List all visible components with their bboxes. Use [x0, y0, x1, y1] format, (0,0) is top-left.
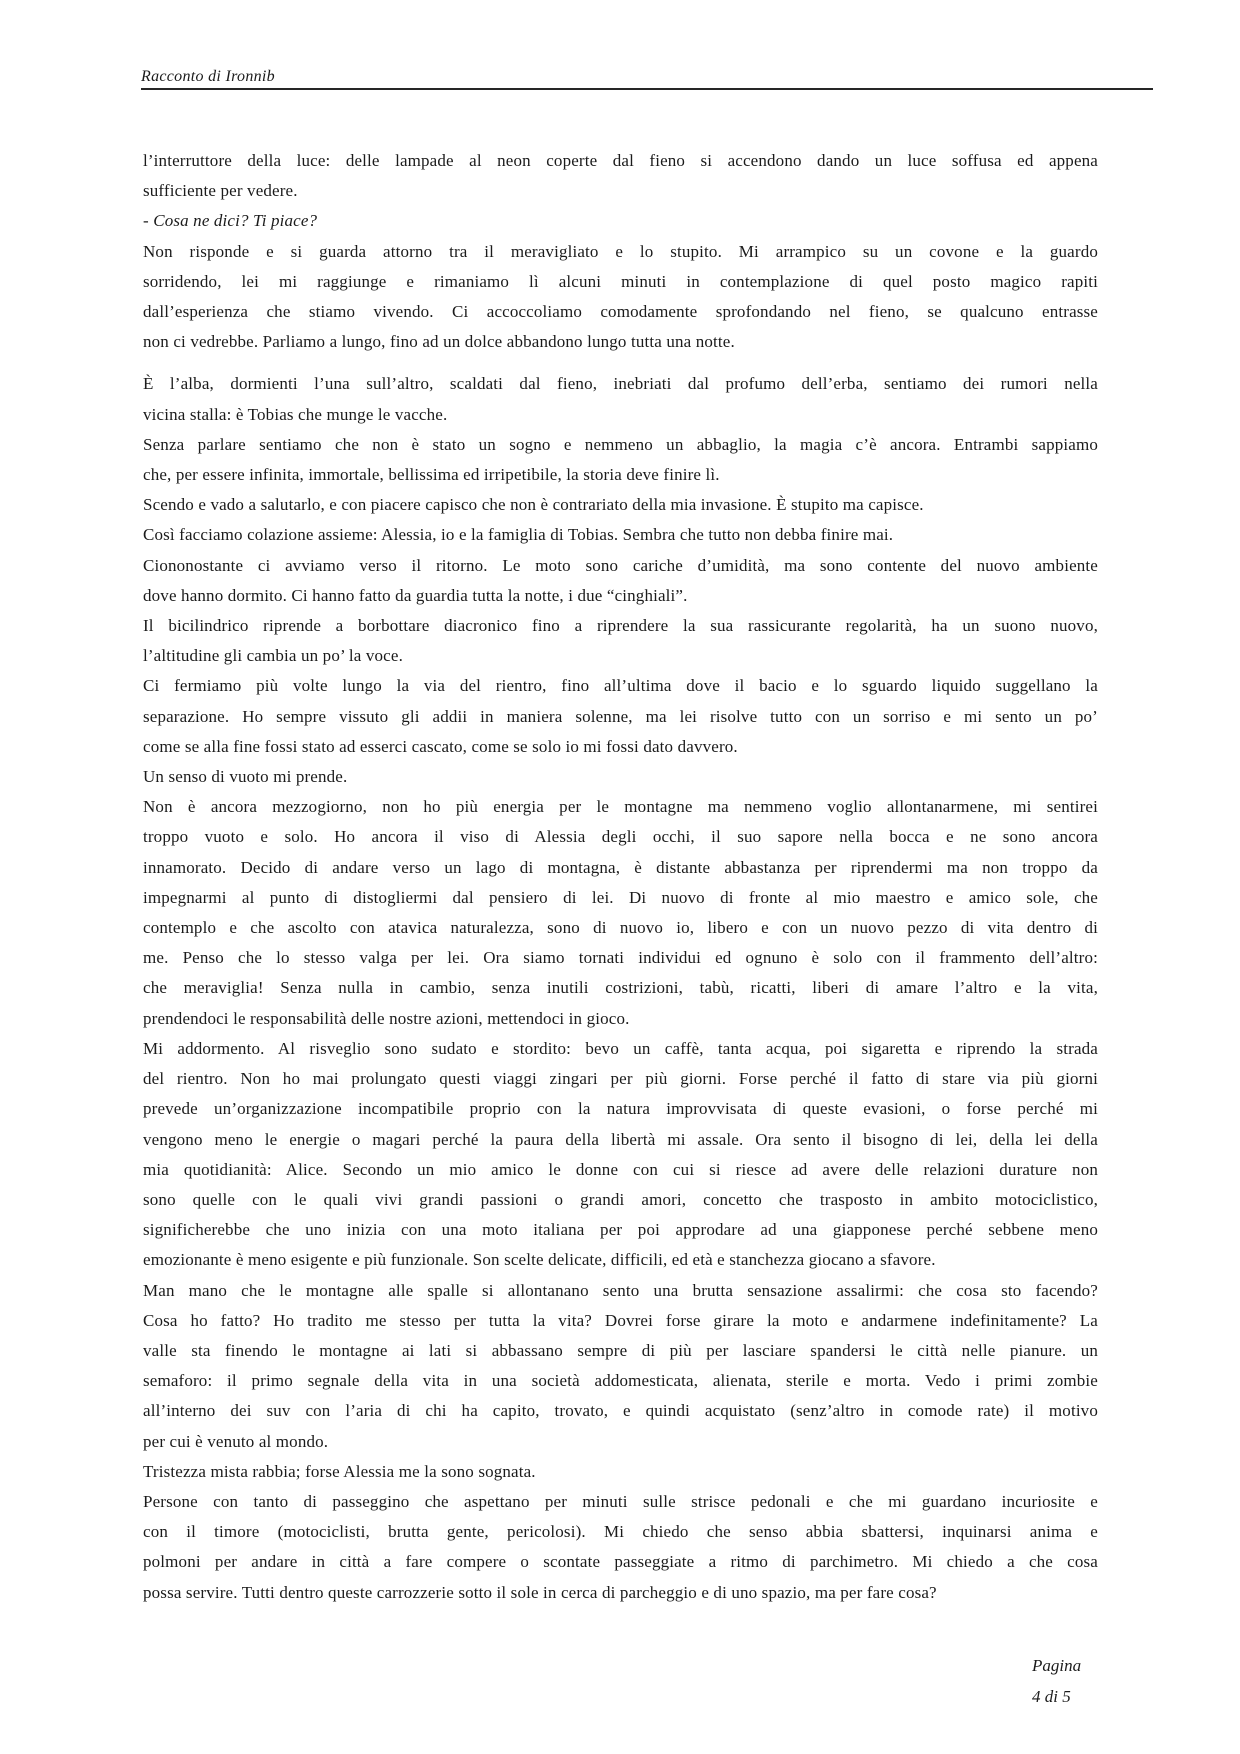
text-line: sufficiente per vedere. — [143, 181, 298, 201]
paragraph — [143, 206, 1098, 236]
text-line: Ci fermiamo più volte lungo la via del rientro, fino all’ultima dove il bacio e lo sguardo liquido suggellano la — [143, 676, 1098, 696]
text-line: impegnarmi al punto di distogliermi dal pensiero di lei. Di nuovo di fronte al mio maestro e amico sole, che — [143, 887, 1098, 907]
text-line: Il bicilindrico riprende a borbottare diacronico fino a riprendere la sua rassicurante regolarità, ha un suono nuovo, — [143, 616, 1098, 636]
footer-pagina-label: Pagina — [1032, 1656, 1082, 1675]
text-line: come se alla fine fossi stato ad esserci cascato, come se solo io mi fossi dato davvero. — [143, 736, 738, 756]
text-line: Senza parlare sentiamo che non è stato un sogno e nemmeno un abbaglio, la magia c’è ancora. Entrambi sappiamo — [143, 434, 1098, 454]
text-line: per cui è venuto al mondo. — [143, 1431, 329, 1451]
paragraph — [143, 1457, 1098, 1487]
text-line: Non risponde e si guarda attorno tra il meravigliato e lo stupito. Mi arrampico su un covone e la guardo — [143, 241, 1098, 261]
text-line: Non è ancora mezzogiorno, non ho più energia per le montagne ma nemmeno voglio allontanarmene, mi sentirei — [143, 797, 1098, 817]
text-line: dove hanno dormito. Ci hanno fatto da guardia tutta la notte, i due “cinghiali”. — [143, 585, 688, 605]
paragraph — [143, 237, 1098, 358]
paragraph — [143, 762, 1098, 792]
text-line: - Cosa ne dici? Ti piace? — [143, 211, 318, 231]
text-line: significherebbe che uno inizia con una moto italiana per poi approdare ad una giapponese perché sebbene meno — [143, 1220, 1098, 1240]
text-line: Ciononostante ci avviamo verso il ritorno. Le moto sono cariche d’umidità, ma sono contente del nuovo ambiente — [143, 555, 1098, 575]
text-line: contemplo e che ascolto con atavica naturalezza, sono di nuovo io, libero e con un nuovo pezzo di vita dentro di — [143, 918, 1098, 938]
paragraph — [143, 146, 1098, 206]
text-line: sono quelle con le quali vivi grandi passioni o grandi amori, concetto che trasposto in ambito motociclistico, — [143, 1189, 1098, 1209]
text-line: polmoni per andare in città a fare compere o scontate passeggiate a ritmo di parchimetro. Mi chiedo a che cosa — [143, 1552, 1098, 1572]
text-line: innamorato. Decido di andare verso un lago di montagna, è distante abbastanza per riprendermi ma non troppo da — [143, 857, 1098, 877]
paragraph — [143, 1276, 1098, 1457]
text-line: Persone con tanto di passeggino che aspettano per minuti sulle strisce pedonali e che mi guardano incuriosite e — [143, 1491, 1098, 1511]
text-line: È l’alba, dormienti l’una sull’altro, scaldati dal fieno, inebriati dal profumo dell’erba, sentiamo dei rumori nella — [143, 374, 1098, 394]
text-line: all’interno dei suv con l’aria di chi ha capito, trovato, e quindi acquistato (senz’altro in comode rate) il motivo — [143, 1401, 1098, 1421]
paragraph — [143, 792, 1098, 1034]
text-line: valle sta finendo le montagne ai lati si abbassano sempre di più per lasciare spandersi le città nelle pianure. un — [143, 1340, 1098, 1360]
page-footer — [1032, 1650, 1081, 1712]
paragraph — [143, 1034, 1098, 1276]
text-line: prendendoci le responsabilità delle nostre azioni, mettendoci in gioco. — [143, 1008, 630, 1028]
document-title: Racconto di Ironnib — [141, 68, 275, 85]
text-line: Tristezza mista rabbia; forse Alessia me la sono sognata. — [143, 1461, 536, 1481]
text-line: Così facciamo colazione assieme: Alessia, io e la famiglia di Tobias. Sembra che tutto non debba finire mai. — [143, 525, 894, 545]
text-line: prevede un’organizzazione incompatibile proprio con la natura improvvisata di queste evasioni, o forse perché mi — [143, 1099, 1098, 1119]
text-line: separazione. Ho sempre vissuto gli addii in maniera solenne, ma lei risolve tutto con un sorriso e mi sento un po’ — [143, 706, 1098, 726]
paragraph — [143, 1487, 1098, 1608]
text-line: possa servire. Tutti dentro queste carrozzerie sotto il sole in cerca di parcheggio e di uno spazio, ma per fare cosa? — [143, 1582, 937, 1602]
text-line: sorridendo, lei mi raggiunge e rimaniamo lì alcuni minuti in contemplazione di quel posto magico rapiti — [143, 271, 1098, 291]
text-line: non ci vedrebbe. Parliamo a lungo, fino ad un dolce abbandono lungo tutta una notte. — [143, 332, 735, 352]
text-line: dall’esperienza che stiamo vivendo. Ci accoccoliamo comodamente sprofondando nel fieno, se qualcuno entrasse — [143, 302, 1098, 322]
paragraph — [143, 611, 1098, 671]
text-line: vengono meno le energie o magari perché la paura della libertà mi assale. Ora sento il bisogno di lei, della lei della — [143, 1129, 1098, 1149]
text-line: che meraviglia! Senza nulla in cambio, senza inutili costrizioni, tabù, ricatti, liberi di amare l’altro e la vita, — [143, 978, 1098, 998]
paragraph — [143, 369, 1098, 429]
text-line: con il timore (motociclisti, brutta gente, pericolosi). Mi chiedo che senso abbia sbattersi, inquinarsi anima e — [143, 1522, 1098, 1542]
paragraph — [143, 490, 1098, 520]
paragraph — [143, 551, 1098, 611]
text-line: Scendo e vado a salutarlo, e con piacere capisco che non è contrariato della mia invasione. È stupito ma capisce. — [143, 495, 924, 515]
document-body — [143, 146, 1098, 1608]
text-line: me. Penso che lo stesso valga per lei. Ora siamo tornati individui ed ognuno è solo con il frammento dell’altro: — [143, 948, 1098, 968]
text-line: Un senso di vuoto mi prende. — [143, 767, 348, 787]
text-line: l’altitudine gli cambia un po’ la voce. — [143, 646, 403, 666]
text-line: Cosa ho fatto? Ho tradito me stesso per tutta la vita? Dovrei forse girare la moto e andarmene indefinitamente? La — [143, 1310, 1098, 1330]
page-header — [141, 68, 1153, 90]
text-line: l’interruttore della luce: delle lampade al neon coperte dal fieno si accendono dando un luce soffusa ed appena — [143, 151, 1098, 170]
text-line: emozionante è meno esigente e più funzionale. Son scelte delicate, difficili, ed età e stanchezza giocano a sfavore. — [143, 1250, 936, 1270]
text-line: Man mano che le montagne alle spalle si allontanano sento una brutta sensazione assalirmi: che cosa sto facendo? — [143, 1280, 1098, 1300]
text-line: troppo vuoto e solo. Ho ancora il viso di Alessia degli occhi, il suo sapore nella bocca e ne sono ancora — [143, 827, 1098, 847]
text-line: semaforo: il primo segnale della vita in una società addomesticata, alienata, sterile e morta. Vedo i primi zombie — [143, 1371, 1098, 1391]
text-line: che, per essere infinita, immortale, bellissima ed irripetibile, la storia deve finire lì. — [143, 465, 720, 485]
text-line: Mi addormento. Al risveglio sono sudato e stordito: bevo un caffè, tanta acqua, poi sigaretta e riprendo la strada — [143, 1038, 1098, 1058]
paragraph — [143, 671, 1098, 762]
text-line: mia quotidianità: Alice. Secondo un mio amico le donne con cui si riesce ad avere delle relazioni durature non — [143, 1159, 1098, 1179]
paragraph — [143, 520, 1098, 550]
text-line: vicina stalla: è Tobias che munge le vacche. — [143, 404, 448, 424]
text-line: del rientro. Non ho mai prolungato questi viaggi zingari per più giorni. Forse perché il fatto di stare via più giorni — [143, 1069, 1098, 1089]
footer-page-number: 4 di 5 — [1032, 1687, 1071, 1706]
paragraph — [143, 430, 1098, 490]
